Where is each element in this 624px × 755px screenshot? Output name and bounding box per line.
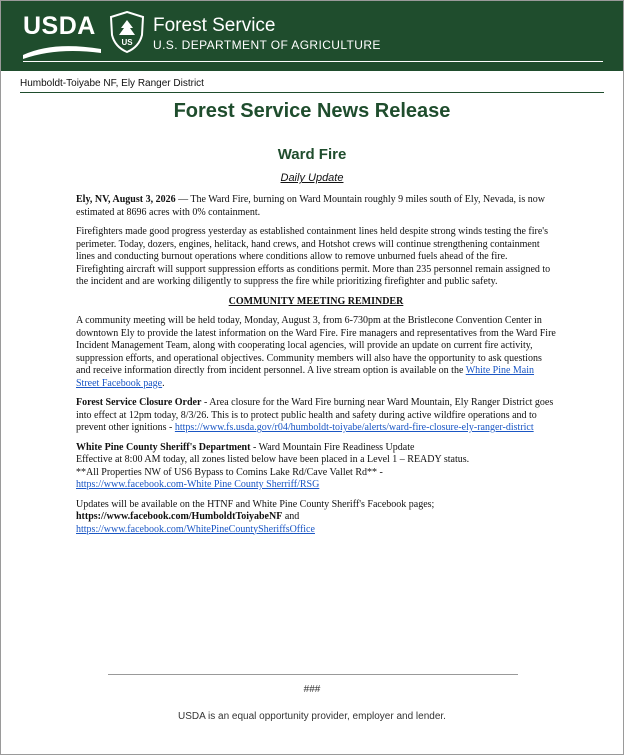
intro-text: — The Ward Fire, burning on Ward Mountain roughly 9 miles south of Ely, Nevada, is now estimated at 8696 acres with 0% containment. (76, 194, 545, 218)
shield-lettering: US (121, 38, 133, 47)
usda-logo (23, 13, 101, 59)
updates-and: and (282, 511, 300, 522)
release-body (76, 194, 556, 543)
district-line: Humboldt-Toiyabe NF, Ely Ranger District (20, 78, 204, 89)
paragraph-sheriff (76, 442, 556, 492)
subtitle: Daily Update (280, 172, 344, 184)
paragraph-intro (76, 194, 556, 219)
sheriff-label: White Pine County Sheriff's Department (76, 441, 251, 453)
htnf-facebook-link[interactable]: https://www.facebook.com/HumboldtToiyabeNF (76, 511, 283, 522)
meeting-end: . (162, 377, 165, 389)
footer-divider (108, 674, 518, 675)
sheriff-text-2: Effective at 8:00 AM today, all zones listed below have been placed in a Level 1 – READY status. (76, 454, 470, 465)
page-title: Forest Service News Release (173, 100, 451, 122)
header-banner (1, 1, 623, 71)
usda-swoosh-icon (23, 43, 101, 59)
sheriff-facebook-link[interactable]: https://www.facebook.com/WhitePineCountySheriffsOffice (76, 523, 315, 535)
end-marker: ### (303, 684, 321, 695)
footer-statement: USDA is an equal opportunity provider, employer and lender. (178, 711, 446, 722)
paragraph-meeting (76, 315, 556, 390)
closure-order-link[interactable]: https://www.fs.usda.gov/r04/humboldt-toiyabe/alerts/ward-fire-closure-ely-ranger-district (174, 422, 534, 433)
dateline: Ely, NV, August 3, 2026 (76, 194, 176, 205)
sheriff-rsg-link[interactable]: https://www.facebook.com-White Pine County Sherriff/RSG (76, 479, 320, 490)
meeting-facebook-link[interactable]: White Pine Main Street Facebook page (76, 365, 535, 389)
updates-text: Updates will be available on the HTNF and White Pine County Sheriff's Facebook pages; (76, 498, 435, 510)
usda-wordmark: USDA (23, 12, 96, 40)
agency-name: Forest Service (153, 15, 276, 36)
sheriff-text-3: **All Properties NW of US6 Bypass to Comins Lake Rd/Cave Vallet Rd** - (76, 466, 383, 478)
sheriff-text-1: - Ward Mountain Fire Readiness Update (250, 441, 415, 453)
closure-text: - Area closure for the Ward Fire burning near Ward Mountain, Ely Ranger District goes into effect at 12pm today, 8/3/26. This is to protect public health and safety during active wildfire operations and to prevent other ignitions - (76, 397, 554, 433)
closure-label: Forest Service Closure Order (76, 397, 202, 408)
paragraph-updates (76, 499, 556, 537)
fire-name: Ward Fire (277, 146, 347, 163)
agency-department: U.S. DEPARTMENT OF AGRICULTURE (153, 38, 381, 52)
agency-block (153, 15, 381, 53)
meeting-text: A community meeting will be held today, Monday, August 3, from 6-730pm at the Bristlecone Convention Center in downtown Ely to provide the latest information on the Ward Fire. Fire managers and representatives from the Ward Fire Incident Management Team, along with cooperating local agencies, will provide an update on current fire activity, suppression efforts, and operational objectives. Community members will also have the opportunity to ask questions and receive information directly from incident personnel. A live stream option is available on the (76, 315, 556, 376)
paragraph-progress: Firefighters made good progress yesterday as established containment lines held despite strong winds testing the fire's perimeter. Today, dozers, engines, helitack, hand crews, and Hotshot crews will continue strengthening containment lines and conducting burnout operations where conditions allow to remove unburned fuels ahead of the fire. Firefighting aircraft will support suppression efforts as conditions permit. More than 235 personnel remain assigned to the incident and are working diligently to suppress the fire while prioritizing firefighter and public safety. (76, 226, 551, 287)
meeting-heading: COMMUNITY MEETING REMINDER (228, 295, 404, 307)
paragraph-closure (76, 397, 556, 435)
banner-divider (23, 61, 603, 62)
forest-service-shield-icon (109, 11, 145, 53)
district-divider (20, 92, 604, 93)
